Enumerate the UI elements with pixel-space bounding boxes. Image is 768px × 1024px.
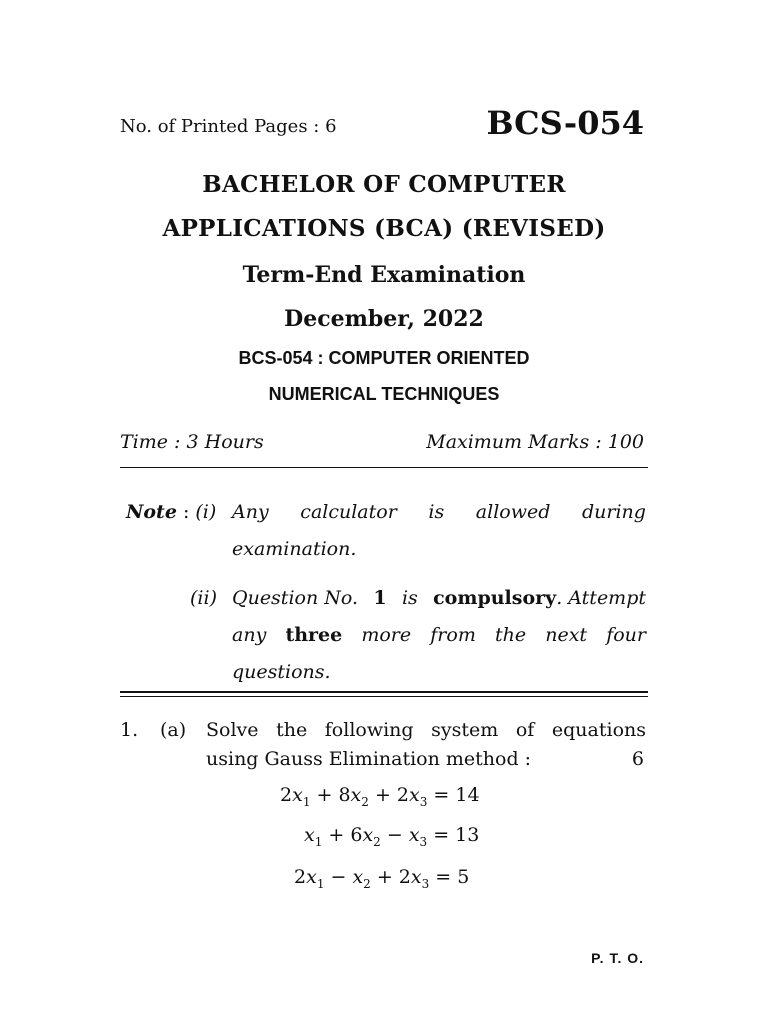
exam-name: Term-End Examination (242, 262, 526, 288)
maximum-marks: Maximum Marks : 100 (426, 431, 644, 453)
equation-3: $2x_1 - x_2 + 2x_3 = 5$ (294, 866, 470, 891)
time-allowed: Time : 3 Hours (120, 431, 264, 453)
question-number: 1. (120, 719, 139, 741)
divider-double-2 (120, 696, 648, 697)
exam-date: December, 2022 (284, 306, 484, 332)
note-1-line-2: examination. (232, 538, 357, 560)
note-2-line-2: any three more from the next four (232, 624, 646, 646)
course-code: BCS-054 (486, 104, 644, 142)
title-line-2: APPLICATIONS (BCA) (REVISED) (162, 215, 606, 242)
question-marks: 6 (631, 748, 644, 770)
please-turn-over: P. T. O. (591, 950, 644, 966)
note-1-line-1: Any calculator is allowed during (232, 501, 646, 523)
note-2-line-1: Question No. 1 is compulsory. Attempt (232, 587, 646, 609)
note-2-number: (ii) (190, 587, 217, 609)
equation-2: $x_1 + 6x_2 - x_3 = 13$ (304, 824, 480, 849)
divider-double-1 (120, 691, 648, 693)
note-label: Note : (i) (126, 501, 217, 523)
note-2-line-3: questions. (232, 661, 331, 683)
question-part: (a) (160, 719, 187, 741)
printed-pages-count: No. of Printed Pages : 6 (120, 116, 337, 137)
course-title-line-2: NUMERICAL TECHNIQUES (268, 384, 500, 404)
question-line-1: Solve the following system of equations (206, 719, 646, 741)
course-title-line-1: BCS-054 : COMPUTER ORIENTED (238, 348, 530, 368)
question-line-2: using Gauss Elimination method : (206, 748, 532, 770)
title-line-1: BACHELOR OF COMPUTER (202, 171, 566, 198)
divider-top (120, 467, 648, 468)
equation-1: $2x_1 + 8x_2 + 2x_3 = 14$ (280, 784, 480, 809)
